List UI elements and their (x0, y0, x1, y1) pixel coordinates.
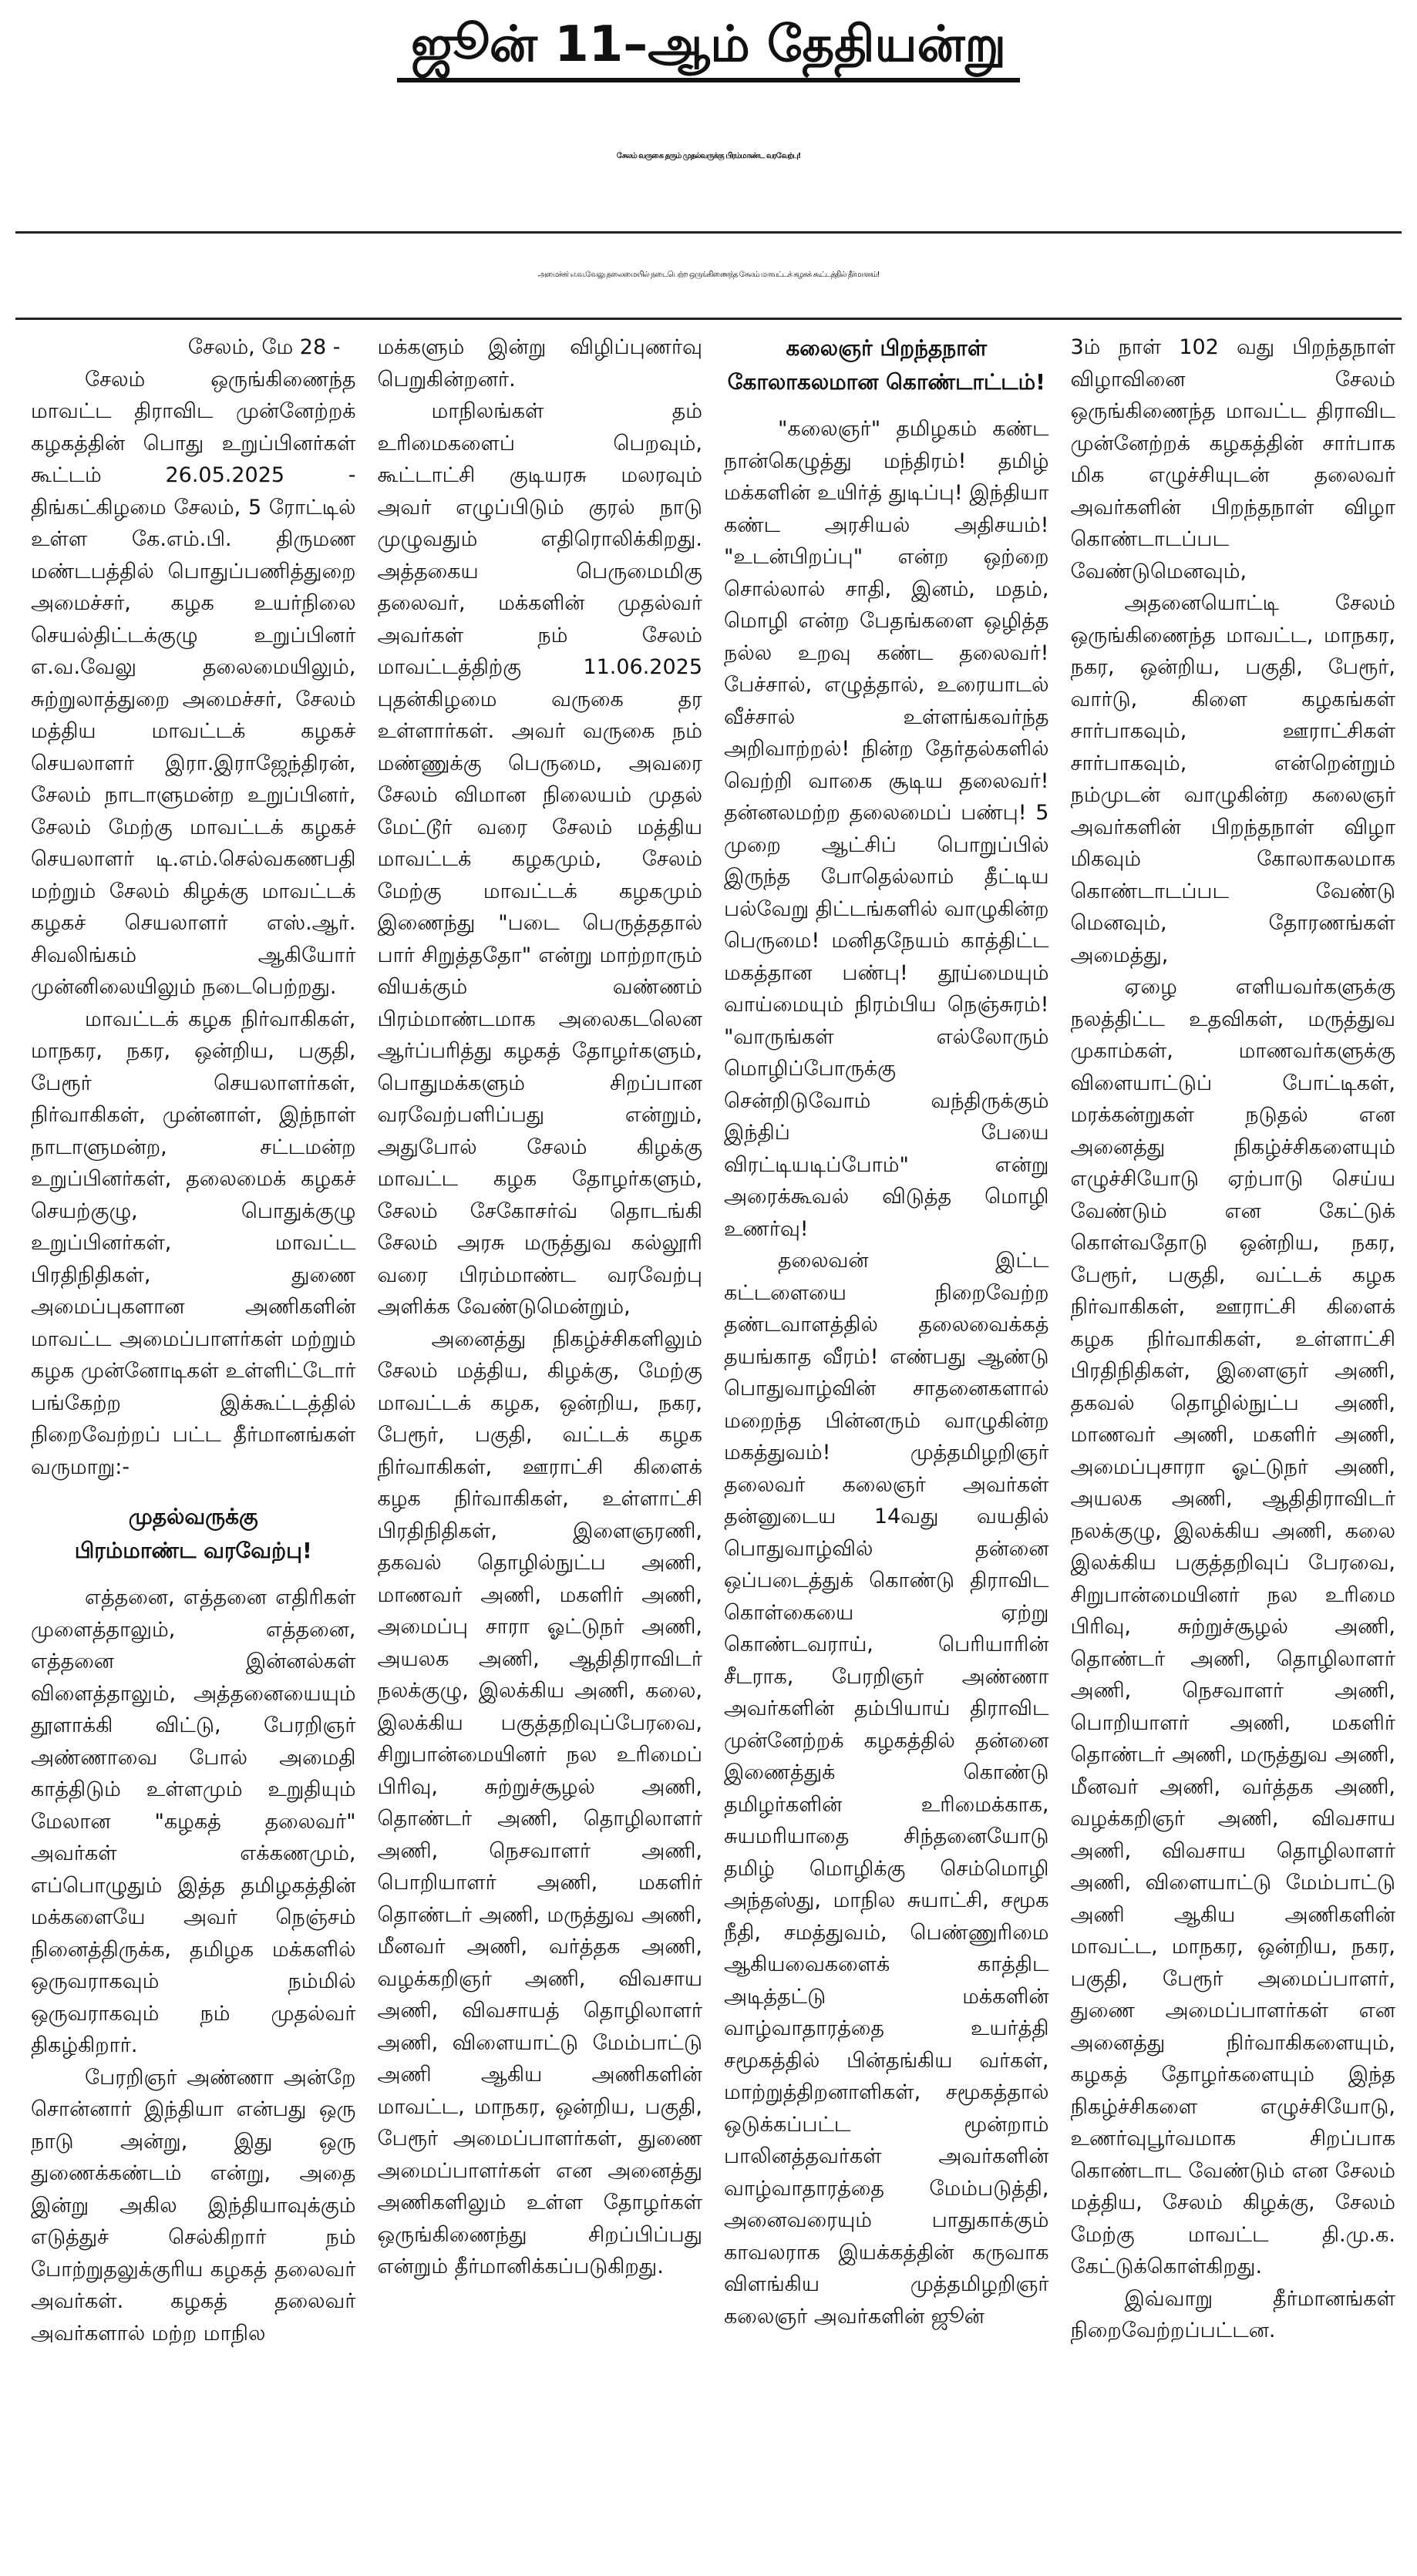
paragraph: அனைத்து நிகழ்ச்சிகளிலும் சேலம் மத்திய, கிழக்கு, மேற்கு மாவட்டக் கழக, ஒன்றிய, நகர, பேரூர், பகுதி, வட்டக் கழக நிர்வாகிகள், ஊராட்சி கிளைக் கழக நிர்வாகிகள், உள்ளாட்சி பிரதிநிதிகள், இளைஞரணி, தகவல் தொழில்நுட்ப அணி, மாணவர் அணி, மகளிர் அணி, அமைப்பு சாரா ஓட்டுநர் அணி, அயலக அணி, ஆதிதிராவிடர் நலக்குழு, இலக்கிய அணி, கலை, இலக்கிய பகுத்தறிவுப்பேரவை, சிறுபான்மையினர் நல உரிமைப் பிரிவு, சுற்றுச்சூழல் அணி, தொண்டர் அணி, தொழிலாளர் அணி, நெசவாளர் அணி, பொறியாளர் அணி, மகளிர் தொண்டர் அணி, மருத்துவ அணி, மீனவர் அணி, வர்த்தக அணி, வழக்கறிஞர் அணி, விவசாய அணி, விவசாயத் தொழிலாளர் அணி, விளையாட்டு மேம்பாட்டு அணி ஆகிய அணிகளின் மாவட்ட, மாநகர, ஒன்றிய, பகுதி, பேரூர் அமைப்பாளர்கள், துணை அமைப்பாளர்கள் என அனைத்து அணிகளிலும் உள்ள தோழர்கள் ஒருங்கிணைந்து சிறப்பிப்பது என்றும் தீர்மானிக்கப்படுகிறது. (377, 1327, 702, 2278)
kicker-headline (0, 9, 1417, 80)
dateline: சேலம், மே 28 - (187, 335, 341, 359)
divider-top (15, 231, 1402, 234)
paragraph: ஏழை எளியவர்களுக்கு நலத்திட்ட உதவிகள், மருத்துவ முகாம்கள், மாணவர்களுக்கு விளையாட்டுப் போட்டிகள், மரக்கன்றுகள் நடுதல் என அனைத்து நிகழ்ச்சிகளையும் எழுச்சியோடு ஏற்பாடு செய்ய வேண்டும் என கேட்டுக் கொள்வதோடு ஒன்றிய, நகர, பேரூர், பகுதி, வட்டக் கழக நிர்வாகிகள், ஊராட்சி கிளைக் கழக நிர்வாகிகள், உள்ளாட்சி பிரதிநிதிகள், இளைஞர் அணி, தகவல் தொழில்நுட்ப அணி, மாணவர் அணி, மகளிர் அணி, அமைப்புசாரா ஓட்டுநர் அணி, அயலக அணி, ஆதிதிராவிடர் நலக்குழு, இலக்கிய அணி, கலை இலக்கிய பகுத்தறிவுப் பேரவை, சிறுபான்மையினர் நல உரிமை பிரிவு, சுற்றுச்சூழல் அணி, தொண்டர் அணி, தொழிலாளர் அணி, நெசவாளர் அணி, பொறியாளர் அணி, மகளிர் தொண்டர் அணி, மருத்துவ அணி, மீனவர் அணி, வர்த்தக அணி, வழக்கறிஞர் அணி, விவசாய அணி, விவசாய தொழிலாளர் அணி, விளையாட்டு மேம்பாட்டு அணி ஆகிய அணிகளின் மாவட்ட, மாநகர, ஒன்றிய, நகர, பகுதி, பேரூர் அமைப்பாளர், துணை அமைப்பாளர்கள் என அனைத்து நிர்வாகிகளையும், கழகத் தோழர்களையும் இந்த நிகழ்ச்சிகளை எழுச்சியோடு, உணர்வுபூர்வமாக சிறப்பாக கொண்டாட வேண்டும் என சேலம் மத்திய, சேலம் கிழக்கு, சேலம் மேற்கு மாவட்ட தி.மு.க. கேட்டுக்கொள்கிறது. (1070, 975, 1395, 2278)
paragraph: "கலைஞர்" தமிழகம் கண்ட நான்கெழுத்து மந்திரம்! தமிழ் மக்களின் உயிர்த் துடிப்பு! இந்தியா கண்ட அரசியல் அதிசயம்! "உடன்பிறப்பு" என்ற ஒற்றை சொல்லால் சாதி, இனம், மதம், மொழி என்ற பேதங்களை ஒழித்த நல்ல உறவு கண்ட தலைவர்! பேச்சால், எழுத்தால், உரையாடல் வீச்சால் உள்ளங்கவர்ந்த அறிவாற்றல்! நின்ற தேர்தல்களில் வெற்றி வாகை சூடிய தலைவர்! தன்னலமற்ற தலைமைப் பண்பு! 5 முறை ஆட்சிப் பொறுப்பில் இருந்த போதெல்லாம் தீட்டிய பல்வேறு திட்டங்களில் வாழுகின்ற பெருமை! மனிதநேயம் காத்திட்ட மகத்தான பண்பு! தூய்மையும் வாய்மையும் நிரம்பிய நெஞ்சுரம்! "வாருங்கள் எல்லோரும் மொழிப்போருக்கு சென்றிடுவோம் வந்திருக்கும் இந்திப் பேயை விரட்டியடிப்போம்" என்று அரைக்கூவல் விடுத்த மொழி உணர்வு! (724, 417, 1049, 1241)
column-1 (31, 331, 356, 2563)
paragraph: 3ம் நாள் 102 வது பிறந்தநாள் விழாவினை சேலம் ஒருங்கிணைந்த மாவட்ட திராவிட முன்னேற்றக் கழகத்தின் சார்பாக மிக எழுச்சியுடன் தலைவர் அவர்களின் பிறந்தநாள் விழா கொண்டாடப்பட வேண்டுமெனவும், (1070, 335, 1395, 583)
paragraph: மாவட்டக் கழக நிர்வாகிகள், மாநகர, நகர, ஒன்றிய, பகுதி, பேரூர் செயலாளர்கள், நிர்வாகிகள், முன்னாள், இந்நாள் நாடாளுமன்ற, சட்டமன்ற உறுப்பினர்கள், தலைமைக் கழகச் செயற்குழு, பொதுக்குழு உறுப்பினர்கள், மாவட்ட பிரதிநிதிகள், துணை அமைப்புகளான அணிகளின் மாவட்ட அமைப்பாளர்கள் மற்றும் கழக முன்னோடிகள் உள்ளிட்டோர் பங்கேற்ற இக்கூட்டத்தில் நிறைவேற்றப் பட்ட தீர்மானங்கள் வருமாறு:- (31, 1007, 356, 1479)
paragraph: பேரறிஞர் அண்ணா அன்றே சொன்னார் இந்தியா என்பது ஒரு நாடு அன்று, இது ஒரு துணைக்கண்டம் என்று, அதை இன்று அகில இந்தியாவுக்கும் எடுத்துச் செல்கிறார் நம் போற்றுதலுக்குரிய கழகத் தலைவர் அவர்கள். கழகத் தலைவர் அவர்களால் மற்ற மாநில (31, 2065, 356, 2346)
main-headline: சேலம் வருகை தரும் முதல்வருக்கு பிரம்மாண்ட வரவேற்பு! (616, 152, 801, 160)
paragraph: எத்தனை, எத்தனை எதிரிகள் முளைத்தாலும், எத்தனை, எத்தனை இன்னல்கள் விளைத்தாலும், அத்தனையையும் தூளாக்கி விட்டு, பேரறிஞர் அண்ணாவை போல் அமைதி காத்திடும் உள்ளமும் உறுதியும் மேலான "கழகத் தலைவர்" அவர்கள் எக்கணமும், எப்பொழுதும் இத்த தமிழகத்தின் மக்களையே அவர் நெஞ்சம் நினைத்திருக்க, தமிழக மக்களில் ஒருவராகவும் நம்மில் ஒருவராகவும் நம் முதல்வர் திகழ்கிறார். (31, 1586, 356, 2057)
paragraph: தலைவன் இட்ட கட்டளையை நிறைவேற்ற தண்டவாளத்தில் தலைவைக்கத் தயங்காத வீரம்! எண்பது ஆண்டு பொதுவாழ்வின் சாதனைகளால் மறைந்த பின்னரும் வாழுகின்ற மகத்துவம்! முத்தமிழறிஞர் தலைவர் கலைஞர் அவர்கள் தன்னுடைய 14வது வயதில் பொதுவாழ்வில் தன்னை ஒப்படைத்துக் கொண்டு திராவிட கொள்கையை ஏற்று கொண்டவராய், பெரியாரின் சீடராக, பேரறிஞர் அண்ணா அவர்களின் தம்பியாய் திராவிட முன்னேற்றக் கழகத்தில் தன்னை இணைத்துக் கொண்டு தமிழர்களின் உரிமைக்காக, சுயமரியாதை சிந்தனையோடு தமிழ் மொழிக்கு செம்மொழி அந்தஸ்து, மாநில சுயாட்சி, சமூக நீதி, சமத்துவம், பெண்ணுரிமை ஆகியவைகளைக் காத்திட அடித்தட்டு மக்களின் வாழ்வாதாரத்தை உயர்த்தி சமூகத்தில் பின்தங்கிய வர்கள், மாற்றுத்திறனாளிகள், சமூகத்தால் ஒடுக்கப்பட்ட மூன்றாம் பாலினத்தவர்கள் அவர்களின் வாழ்வாதாரத்தை மேம்படுத்தி, அனைவரையும் பாதுகாக்கும் காவலராக இயக்கத்தின் கருவாக விளங்கிய முத்தமிழறிஞர் கலைஞர் அவர்களின் ஜூன் (724, 1249, 1049, 2329)
paragraph: மக்களும் இன்று விழிப்புணர்வு பெறுகின்றனர். (377, 335, 702, 392)
sub-headline: அமைச்சர் எ.வ.வேலு தலைமையில் நடைபெற்ற ஒருங்கிணைந்த சேலம் மாவட்டக் கழகக் கூட்டத்தில் தீர்மானம்! (537, 271, 880, 279)
section-subtitle (31, 1500, 356, 1568)
section-subtitle (724, 331, 1049, 399)
kicker-text: ஜூன் 11–ஆம் தேதியன்று (397, 12, 1020, 82)
divider-middle (15, 318, 1402, 320)
subtitle-line: முதல்வருக்கு (128, 1504, 258, 1529)
paragraph: சேலம் ஒருங்கிணைந்த மாவட்ட திராவிட முன்னேற்றக் கழகத்தின் பொது உறுப்பினர்கள் கூட்டம் 26.05.2025 - திங்கட்கிழமை சேலம், 5 ரோட்டில் உள்ள கே.எம்.பி. திருமண மண்டபத்தில் பொதுப்பணித்துறை அமைச்சர், கழக உயர்நிலை செயல்திட்டக்குழு உறுப்பினர் எ.வ.வேலு தலைமையிலும், சுற்றுலாத்துறை அமைச்சர், சேலம் மத்திய மாவட்டக் கழகச் செயலாளர் இரா.இராஜேந்திரன், சேலம் நாடாளுமன்ற உறுப்பினர், சேலம் மேற்கு மாவட்டக் கழகச் செயலாளர் டி.எம்.செல்வகணபதி மற்றும் சேலம் கிழக்கு மாவட்டக் கழகச் செயலாளர் எஸ்.ஆர். சிவலிங்கம் ஆகியோர் முன்னிலையிலும் நடைபெற்றது. (31, 367, 356, 999)
article-body (31, 331, 1395, 2563)
column-4 (1071, 331, 1396, 2563)
subtitle-line: கோலாகலமான கொண்டாட்டம்! (727, 369, 1045, 395)
paragraph: இவ்வாறு தீர்மானங்கள் நிறைவேற்றப்பட்டன. (1070, 2286, 1395, 2342)
column-3 (724, 331, 1049, 2563)
column-2 (378, 331, 703, 2563)
paragraph: மாநிலங்கள் தம் உரிமைகளைப் பெறவும், கூட்டாட்சி குடியரசு மலரவும் அவர் எழுப்பிடும் குரல் நாடு முழுவதும் எதிரொலிக்கிறது. அத்தகைய பெருமைமிகு தலைவர், மக்களின் முதல்வர் அவர்கள் நம் சேலம் மாவட்டத்திற்கு 11.06.2025 புதன்கிழமை வருகை தர உள்ளார்கள். அவர் வருகை நம் மண்ணுக்கு பெருமை, அவரை சேலம் விமான நிலையம் முதல் மேட்டூர் வரை சேலம் மத்திய மாவட்டக் கழகமும், சேலம் மேற்கு மாவட்டக் கழகமும் இணைந்து "படை பெருத்ததால் பார் சிறுத்ததோ" என்று மாற்றாரும் வியக்கும் வண்ணம் பிரம்மாண்டமாக அலைகடலென ஆர்ப்பரித்து கழகத் தோழர்களும், பொதுமக்களும் சிறப்பான வரவேற்பளிப்பது என்றும், அதுபோல் சேலம் கிழக்கு மாவட்ட கழக தோழர்களும், சேலம் சேகோசர்வ் தொடங்கி சேலம் அரசு மருத்துவ கல்லூரி வரை பிரம்மாண்ட வரவேற்பு அளிக்க வேண்டுமென்றும், (377, 399, 702, 1319)
paragraph: அதனையொட்டி சேலம் ஒருங்கிணைந்த மாவட்ட, மாநகர, நகர, ஒன்றிய, பகுதி, பேரூர், வார்டு, கிளை கழகங்கள் சார்பாகவும், ஊராட்சிகள் சார்பாகவும், என்றென்றும் நம்முடன் வாழுகின்ற கலைஞர் அவர்களின் பிறந்தநாள் விழா மிகவும் கோலாகலமாக கொண்டாடப்பட வேண்டு மெனவும், தோரணங்கள் அமைத்து, (1070, 591, 1395, 967)
subtitle-line: கலைஞர் பிறந்தநாள் (786, 335, 988, 361)
subtitle-line: பிரம்மாண்ட வரவேற்பு! (74, 1538, 312, 1563)
